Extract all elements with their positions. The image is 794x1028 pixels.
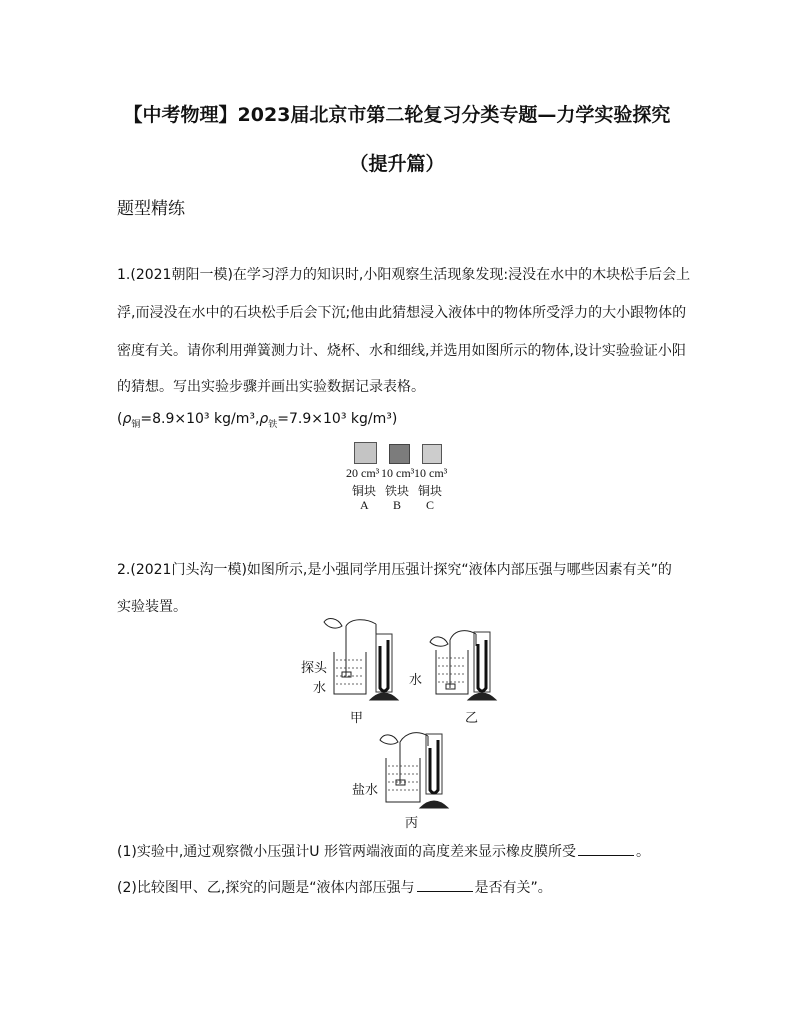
q2-sub-2-text: (2)比较图甲、乙,探究的问题是“液体内部压强与 xyxy=(117,880,415,896)
answer-blank-2[interactable] xyxy=(417,879,473,892)
apparatus-jia xyxy=(324,619,398,700)
block-c-volume: 10 cm³ xyxy=(414,466,448,480)
rho-cu-subscript: 铜 xyxy=(131,419,141,430)
rho-fe-value: =7.9×10³ kg/m³) xyxy=(277,411,398,427)
q2-sub-1 xyxy=(117,841,650,861)
apparatus-bing xyxy=(380,733,448,808)
q1-density-line: ($\rho_铜=8.9\times 10^3$ $kg/m^3,\rho_铁=7.9\times 10^3$ kg/m³) xyxy=(117,411,398,430)
block-b-volume: 10 cm³ xyxy=(381,466,415,480)
caption-bing: 丙 xyxy=(405,815,419,830)
block-c-material: 铜块 xyxy=(418,484,443,498)
block-a xyxy=(354,442,377,464)
q1-blocks-figure xyxy=(340,440,460,515)
rho-fe-subscript: 铁 xyxy=(268,419,278,430)
q2-sub-1-text: (1)实验中,通过观察微小压强计U 形管两端液面的高度差来显示橡皮膜所受 xyxy=(117,844,576,860)
caption-yi: 乙 xyxy=(465,710,479,725)
q1-line-2: 浮,而浸没在水中的石块松手后会下沉;他由此猜想浸入液体中的物体所受浮力的大小跟物体的 xyxy=(117,305,687,321)
block-a-volume: 20 cm³ xyxy=(346,466,380,480)
block-b-material: 铁块 xyxy=(385,484,410,498)
label-water-yi: 水 xyxy=(409,672,423,687)
q2-sub-2 xyxy=(117,877,552,897)
section-heading: 题型精练 xyxy=(117,199,185,219)
page-subtitle: （提升篇） xyxy=(349,153,445,175)
label-saltwater: 盐水 xyxy=(352,782,379,797)
q1-line-4: 的猜想。写出实验步骤并画出实验数据记录表格。 xyxy=(117,379,425,395)
caption-jia: 甲 xyxy=(350,710,364,725)
apparatus-yi xyxy=(430,631,496,700)
block-a-letter: A xyxy=(360,498,369,512)
block-c xyxy=(422,444,442,464)
q1-line-1: 1.(2021朝阳一模)在学习浮力的知识时,小阳观察生活现象发现:浸没在水中的木块松手后会上 xyxy=(117,267,691,283)
q1-line-3: 密度有关。请你利用弹簧测力计、烧杯、水和细线,并选用如图所示的物体,设计实验验证小阳 xyxy=(117,343,686,359)
q2-line-1: 2.(2021门头沟一模)如图所示,是小强同学用压强计探究“液体内部压强与哪些因素有关”的 xyxy=(117,562,672,578)
q2-sub-1-end: 。 xyxy=(635,844,650,860)
block-c-letter: C xyxy=(426,498,435,512)
rho-cu-value: =8.9×10³ kg/m³, xyxy=(140,411,260,427)
label-water-jia: 水 xyxy=(313,680,327,695)
q2-sub-2-end: 是否有关”。 xyxy=(474,880,552,896)
block-b xyxy=(389,444,410,464)
label-probe: 探头 xyxy=(301,660,328,675)
block-a-material: 铜块 xyxy=(352,484,377,498)
page-title: 【中考物理】2023届北京市第二轮复习分类专题—力学实验探究 xyxy=(123,104,671,126)
answer-blank-1[interactable] xyxy=(578,843,634,856)
block-b-letter: B xyxy=(393,498,402,512)
q2-line-2: 实验装置。 xyxy=(117,599,187,615)
